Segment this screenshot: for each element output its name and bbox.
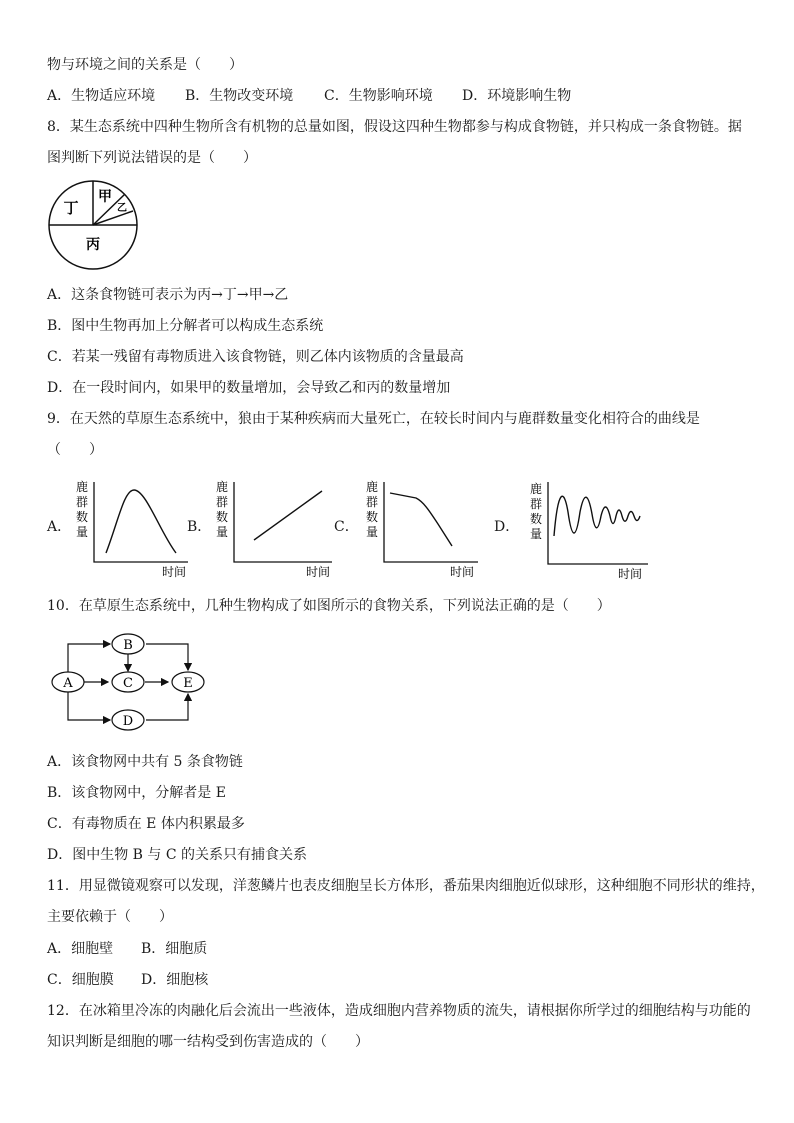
q12-stem-line1: 12．在冰箱里冷冻的肉融化后会流出一些液体，造成细胞内营养物质的流失，请根据你所学过的细胞结构与功能的 xyxy=(47,1003,751,1019)
graph-d-xlabel: 时间 xyxy=(617,567,643,581)
q9-stem-line2: （ ） xyxy=(47,442,103,458)
graph-b-curve xyxy=(254,491,322,540)
q10-option-a[interactable]: A．该食物网中共有 5 条食物链 xyxy=(47,754,243,770)
q8-pie-chart xyxy=(45,177,145,277)
q11-option-d[interactable]: D．细胞核 xyxy=(141,972,209,988)
q8-option-d[interactable]: D．在一段时间内，如果甲的数量增加，会导致乙和丙的数量增加 xyxy=(47,380,451,396)
q10-option-c[interactable]: C．有毒物质在 E 体内积累最多 xyxy=(47,816,245,832)
graph-c-xlabel: 时间 xyxy=(449,565,475,579)
graph-d-axes xyxy=(548,482,648,564)
graph-b-ylabel-4: 量 xyxy=(215,525,229,539)
graph-a-ylabel-2: 群 xyxy=(75,495,89,509)
q8-option-b[interactable]: B．图中生物再加上分解者可以构成生态系统 xyxy=(47,318,324,334)
node-d-label: D xyxy=(122,714,134,729)
node-e-label: E xyxy=(183,676,193,691)
node-a-label: A xyxy=(63,676,73,691)
graph-c-ylabel-3: 数 xyxy=(365,510,379,524)
graph-d-ylabel-1: 鹿 xyxy=(529,482,543,496)
q9-option-d-letter[interactable]: D． xyxy=(494,519,520,535)
graph-b-ylabel-3: 数 xyxy=(215,510,229,524)
graph-b-ylabel-2: 群 xyxy=(215,495,229,509)
q8-option-a[interactable]: A．这条食物链可表示为丙→丁→甲→乙 xyxy=(47,287,289,303)
graph-d-ylabel-3: 数 xyxy=(529,512,543,526)
arrow-b-e xyxy=(146,644,188,670)
q11-options-row2 xyxy=(47,971,208,989)
graph-a-ylabel-1: 鹿 xyxy=(75,480,89,494)
q8-stem-line2: 图判断下列说法错误的是（ ） xyxy=(47,150,257,166)
graph-c-ylabel-2: 群 xyxy=(365,495,379,509)
graph-c-ylabel-4: 量 xyxy=(365,525,379,539)
q9-option-a-letter[interactable]: A． xyxy=(47,519,72,535)
q11-option-a[interactable]: A．细胞壁 xyxy=(47,941,114,957)
arrow-d-e xyxy=(146,694,188,720)
q7-option-c[interactable]: C．生物影响环境 xyxy=(324,88,433,104)
graph-d-ylabel-2: 群 xyxy=(529,497,543,511)
graph-b-xlabel: 时间 xyxy=(305,565,331,579)
pie-label-jia: 甲 xyxy=(98,189,112,205)
graph-a-curve xyxy=(106,490,176,553)
q10-stem: 10．在草原生态系统中，几种生物构成了如图所示的食物关系，下列说法正确的是（ ） xyxy=(47,598,611,614)
pie-label-yi: 乙 xyxy=(117,203,127,214)
node-b-label: B xyxy=(123,638,133,653)
q9-stem-line1: 9．在天然的草原生态系统中，狼由于某种疾病而大量死亡，在较长时间内与鹿群数量变化相符合的曲线是 xyxy=(47,411,700,427)
graph-a-ylabel-4: 量 xyxy=(75,525,89,539)
graph-c-ylabel-1: 鹿 xyxy=(365,480,379,494)
graph-a-xlabel: 时间 xyxy=(161,565,187,579)
q9-graph-b[interactable] xyxy=(212,478,337,578)
graph-b-ylabel-1: 鹿 xyxy=(215,480,229,494)
q11-options-row1 xyxy=(47,940,207,958)
graph-d-ylabel-4: 量 xyxy=(529,527,543,541)
q9-option-c-letter[interactable]: C． xyxy=(334,519,359,535)
q7-options xyxy=(47,87,571,105)
q9-option-b-letter[interactable]: B． xyxy=(187,519,212,535)
q8-stem-line1: 8．某生态系统中四种生物所含有机物的总量如图，假设这四种生物都参与构成食物链，并只构成一条食物链。据 xyxy=(47,119,742,135)
q10-option-d[interactable]: D．图中生物 B 与 C 的关系只有捕食关系 xyxy=(47,847,308,863)
q11-option-b[interactable]: B．细胞质 xyxy=(141,941,208,957)
graph-d-curve xyxy=(554,496,640,536)
q7-stem-tail: 物与环境之间的关系是（ ） xyxy=(47,57,243,73)
q9-graph-c[interactable] xyxy=(362,478,482,578)
pie-label-bing: 丙 xyxy=(86,237,100,253)
q7-option-d[interactable]: D．环境影响生物 xyxy=(462,88,572,104)
pie-label-ding: 丁 xyxy=(63,199,79,217)
q10-option-b[interactable]: B．该食物网中，分解者是 E xyxy=(47,785,226,801)
q7-option-a[interactable]: A．生物适应环境 xyxy=(47,88,156,104)
q10-food-web-diagram xyxy=(48,631,218,736)
q7-option-b[interactable]: B．生物改变环境 xyxy=(185,88,294,104)
q11-option-c[interactable]: C．细胞膜 xyxy=(47,972,114,988)
q11-stem-line2: 主要依赖于（ ） xyxy=(47,909,173,925)
arrow-a-b xyxy=(68,644,110,672)
graph-c-curve xyxy=(390,493,452,546)
q12-stem-line2: 知识判断是细胞的哪一结构受到伤害造成的（ ） xyxy=(47,1034,369,1050)
q8-option-c[interactable]: C．若某一残留有毒物质进入该食物链，则乙体内该物质的含量最高 xyxy=(47,349,464,365)
graph-a-ylabel-3: 数 xyxy=(75,510,89,524)
q9-graph-d[interactable] xyxy=(522,478,652,582)
node-c-label: C xyxy=(123,676,133,691)
q9-graph-a[interactable] xyxy=(72,478,192,578)
q11-stem-line1: 11．用显微镜观察可以发现，洋葱鳞片也表皮细胞呈长方体形，番茄果肉细胞近似球形，这种细胞不同形状的维持， xyxy=(47,878,765,894)
arrow-a-d xyxy=(68,692,110,720)
